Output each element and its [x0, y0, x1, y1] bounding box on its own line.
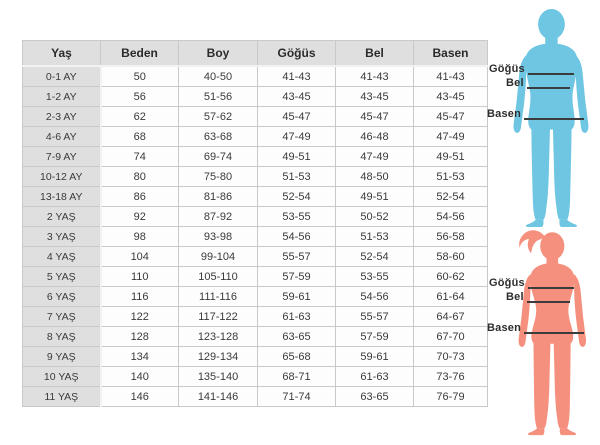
table-row [23, 387, 488, 407]
female-leg [554, 342, 571, 428]
male-leg [553, 128, 572, 220]
size-cell: 62 [101, 107, 179, 127]
table-row [23, 167, 488, 187]
waist-cell: 41-43 [336, 66, 414, 87]
col-header-beden: Beden [101, 41, 179, 67]
height-cell: 99-104 [179, 247, 258, 267]
waist-cell: 57-59 [336, 327, 414, 347]
height-cell: 69-74 [179, 147, 258, 167]
female-waist-line [527, 301, 570, 303]
size-cell: 68 [101, 127, 179, 147]
male-chest-label: Göğüs [489, 63, 525, 75]
waist-cell: 61-63 [336, 367, 414, 387]
chest-cell: 61-63 [258, 307, 336, 327]
table-row [23, 327, 488, 347]
chest-cell: 71-74 [258, 387, 336, 407]
table-row [23, 147, 488, 167]
age-cell: 11 YAŞ [23, 387, 101, 407]
size-cell: 146 [101, 387, 179, 407]
waist-cell: 55-57 [336, 307, 414, 327]
size-cell: 74 [101, 147, 179, 167]
male-hip-line [524, 118, 584, 120]
female-foot [560, 428, 576, 435]
waist-cell: 49-51 [336, 187, 414, 207]
age-cell: 13-18 AY [23, 187, 101, 207]
hip-cell: 45-47 [414, 107, 488, 127]
hip-cell: 60-62 [414, 267, 488, 287]
age-cell: 8 YAŞ [23, 327, 101, 347]
waist-cell: 59-61 [336, 347, 414, 367]
male-foot [559, 220, 577, 227]
hip-cell: 51-53 [414, 167, 488, 187]
hip-cell: 56-58 [414, 227, 488, 247]
female-foot [528, 428, 544, 435]
size-cell: 98 [101, 227, 179, 247]
table-row [23, 367, 488, 387]
hip-cell: 49-51 [414, 147, 488, 167]
male-waist-annotation [489, 75, 570, 90]
male-leg [531, 128, 550, 220]
table-row [23, 207, 488, 227]
col-header-boy: Boy [179, 41, 258, 67]
table-row [23, 227, 488, 247]
size-cell: 80 [101, 167, 179, 187]
age-cell: 5 YAŞ [23, 267, 101, 287]
waist-cell: 46-48 [336, 127, 414, 147]
height-cell: 57-62 [179, 107, 258, 127]
hip-cell: 70-73 [414, 347, 488, 367]
size-cell: 140 [101, 367, 179, 387]
age-cell: 10 YAŞ [23, 367, 101, 387]
hip-cell: 58-60 [414, 247, 488, 267]
female-waist-annotation [489, 289, 570, 304]
age-cell: 9 YAŞ [23, 347, 101, 367]
height-cell: 117-122 [179, 307, 258, 327]
chest-cell: 41-43 [258, 66, 336, 87]
male-foot [526, 220, 544, 227]
female-waist-label: Bel [506, 291, 524, 303]
height-cell: 87-92 [179, 207, 258, 227]
age-cell: 2-3 AY [23, 107, 101, 127]
table-row [23, 66, 488, 87]
chest-cell: 54-56 [258, 227, 336, 247]
age-cell: 0-1 AY [23, 66, 101, 87]
height-cell: 111-116 [179, 287, 258, 307]
male-chest-annotation [489, 61, 574, 76]
chest-cell: 49-51 [258, 147, 336, 167]
chest-cell: 59-61 [258, 287, 336, 307]
table-row [23, 127, 488, 147]
female-chest-annotation [489, 275, 574, 290]
height-cell: 105-110 [179, 267, 258, 287]
hip-cell: 52-54 [414, 187, 488, 207]
chest-cell: 43-45 [258, 87, 336, 107]
male-waist-label: Bel [506, 77, 524, 89]
male-hip-label: Basen [487, 108, 522, 120]
height-cell: 123-128 [179, 327, 258, 347]
female-hip-label: Basen [487, 322, 522, 334]
table-row [23, 107, 488, 127]
table-row [23, 267, 488, 287]
hip-cell: 54-56 [414, 207, 488, 227]
male-hip-annotation [487, 106, 584, 121]
height-cell: 129-134 [179, 347, 258, 367]
header-row [23, 41, 488, 67]
size-cell: 110 [101, 267, 179, 287]
table-row [23, 287, 488, 307]
col-header-yas: Yaş [23, 41, 101, 67]
waist-cell: 52-54 [336, 247, 414, 267]
hip-cell: 61-64 [414, 287, 488, 307]
waist-cell: 63-65 [336, 387, 414, 407]
table-row [23, 347, 488, 367]
height-cell: 81-86 [179, 187, 258, 207]
hip-cell: 64-67 [414, 307, 488, 327]
female-hip-line [524, 332, 584, 334]
size-cell: 134 [101, 347, 179, 367]
hip-cell: 67-70 [414, 327, 488, 347]
hip-cell: 73-76 [414, 367, 488, 387]
waist-cell: 54-56 [336, 287, 414, 307]
chest-cell: 65-68 [258, 347, 336, 367]
age-cell: 4-6 AY [23, 127, 101, 147]
chest-cell: 51-53 [258, 167, 336, 187]
waist-cell: 47-49 [336, 147, 414, 167]
size-cell: 50 [101, 66, 179, 87]
female-hip-annotation [487, 320, 584, 335]
age-cell: 6 YAŞ [23, 287, 101, 307]
height-cell: 93-98 [179, 227, 258, 247]
chest-cell: 47-49 [258, 127, 336, 147]
female-chest-label: Göğüs [489, 277, 525, 289]
height-cell: 141-146 [179, 387, 258, 407]
age-cell: 1-2 AY [23, 87, 101, 107]
hip-cell: 76-79 [414, 387, 488, 407]
col-header-bel: Bel [336, 41, 414, 67]
chest-cell: 52-54 [258, 187, 336, 207]
hip-cell: 47-49 [414, 127, 488, 147]
waist-cell: 48-50 [336, 167, 414, 187]
table-row [23, 307, 488, 327]
chest-cell: 57-59 [258, 267, 336, 287]
height-cell: 75-80 [179, 167, 258, 187]
size-cell: 116 [101, 287, 179, 307]
age-cell: 3 YAŞ [23, 227, 101, 247]
age-cell: 7 YAŞ [23, 307, 101, 327]
height-cell: 135-140 [179, 367, 258, 387]
waist-cell: 50-52 [336, 207, 414, 227]
waist-cell: 43-45 [336, 87, 414, 107]
hip-cell: 41-43 [414, 66, 488, 87]
col-header-basen: Basen [414, 41, 488, 67]
table-row [23, 87, 488, 107]
size-cell: 122 [101, 307, 179, 327]
height-cell: 63-68 [179, 127, 258, 147]
waist-cell: 53-55 [336, 267, 414, 287]
col-header-gogus: Göğüs [258, 41, 336, 67]
chest-cell: 53-55 [258, 207, 336, 227]
chest-cell: 45-47 [258, 107, 336, 127]
female-leg [533, 342, 550, 428]
waist-cell: 45-47 [336, 107, 414, 127]
age-cell: 10-12 AY [23, 167, 101, 187]
table-row [23, 187, 488, 207]
size-cell: 92 [101, 207, 179, 227]
size-cell: 104 [101, 247, 179, 267]
size-cell: 86 [101, 187, 179, 207]
chest-cell: 63-65 [258, 327, 336, 347]
male-waist-line [527, 87, 570, 89]
height-cell: 51-56 [179, 87, 258, 107]
age-cell: 7-9 AY [23, 147, 101, 167]
table-row [23, 247, 488, 267]
size-cell: 56 [101, 87, 179, 107]
age-cell: 2 YAŞ [23, 207, 101, 227]
size-cell: 128 [101, 327, 179, 347]
size-table [22, 40, 488, 407]
chest-cell: 68-71 [258, 367, 336, 387]
female-head [540, 232, 564, 260]
height-cell: 40-50 [179, 66, 258, 87]
waist-cell: 51-53 [336, 227, 414, 247]
age-cell: 4 YAŞ [23, 247, 101, 267]
chest-cell: 55-57 [258, 247, 336, 267]
hip-cell: 43-45 [414, 87, 488, 107]
